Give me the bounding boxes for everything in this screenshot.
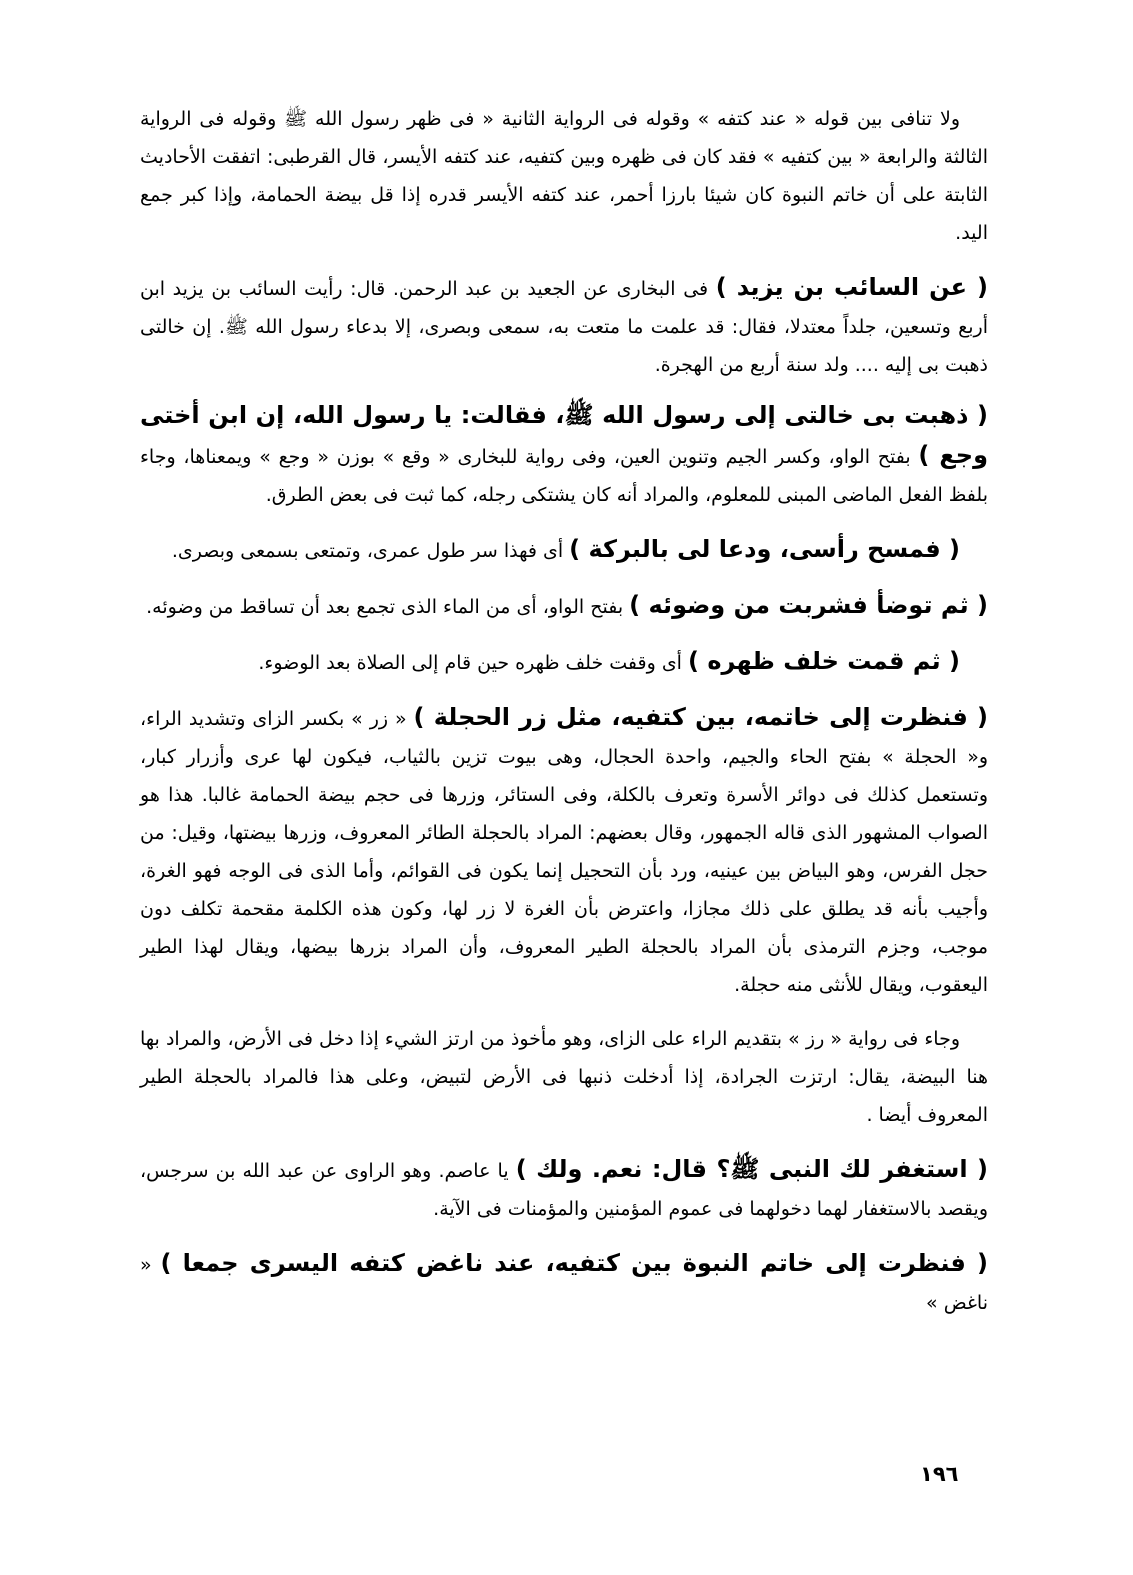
paragraph-6-heading: ( ثم قمت خلف ظهره ) xyxy=(688,647,960,675)
paragraph-7 xyxy=(140,698,988,1004)
paragraph-8-text: وجاء فى رواية « رز » بتقديم الراء على الزاى، وهو مأخوذ من ارتز الشيء إذا دخل فى الأرض، والمراد بها هنا البيضة، يقال: ارتزت الجرادة، إذا أدخلت ذنبها فى الأرض لتبيض، وعلى هذا فالمراد بالحجلة الطير المعروف أيضا . xyxy=(140,1028,988,1126)
paragraph-2 xyxy=(140,268,988,384)
paragraph-10-heading: ( فنظرت إلى خاتم النبوة بين كتفيه، عند ناغض كتفه اليسرى جمعا ) xyxy=(160,1249,988,1277)
paragraph-2-heading: ( عن السائب بن يزيد ) xyxy=(715,273,988,301)
paragraph-2-text: فى البخارى عن الجعيد بن عبد الرحمن. قال: رأيت السائب بن يزيد ابن أربع وتسعين، جلداً معتدلا، فقال: قد علمت ما متعت به، سمعى وبصرى، إلا بدعاء رسول الله ﷺ. إن خالتى ذهبت بى إليه .... ولد سنة أربع من الهجرة. xyxy=(140,278,988,376)
paragraph-10 xyxy=(140,1244,988,1322)
paragraph-5-heading: ( ثم توضأ فشربت من وضوئه ) xyxy=(629,591,988,619)
paragraph-4 xyxy=(140,530,988,570)
paragraph-8 xyxy=(140,1020,988,1134)
paragraph-7-text: « زر » بكسر الزاى وتشديد الراء، و« الحجلة » بفتح الحاء والجيم، واحدة الحجال، وهى بيوت تزين بالثياب، فيكون لها عرى وأزرار كبار، وتستعمل كذلك فى دوائر الأسرة وتعرف بالكلة، وفى الستائر، وزرها فى حجم بيضة الحمامة غالبا. هذا هو الصواب المشهور الذى قاله الجمهور، وقال بعضهم: المراد بالحجلة الطائر المعروف، وزرها بيضتها، وقيل: من حجل الفرس، وهو البياض بين عينيه، ورد بأن التحجيل إنما يكون فى القوائم، وأما الذى فى الوجه فهو الغرة، وأجيب بأنه قد يطلق على ذلك مجازا، واعترض بأن الغرة لا زر لها، وكون هذه الكلمة مقحمة تكلف دون موجب، وجزم الترمذى بأن المراد بالحجلة الطير المعروف، وأن المراد بزرها بيضها، ويقال لهذا الطير اليعقوب، ويقال للأنثى منه حجلة. xyxy=(140,708,988,996)
paragraph-1 xyxy=(140,100,988,252)
paragraph-9-heading: ( استغفر لك النبى ﷺ؟ قال: نعم. ولك ) xyxy=(515,1155,988,1183)
paragraph-6 xyxy=(140,642,988,682)
paragraph-3 xyxy=(140,396,988,514)
paragraph-4-text: أى فهذا سر طول عمرى، وتمتعى بسمعى وبصرى. xyxy=(171,540,570,562)
paragraph-10-text: « ناغض » xyxy=(140,1254,988,1314)
paragraph-9 xyxy=(140,1150,988,1228)
paragraph-4-heading: ( فمسح رأسى، ودعا لى بالبركة ) xyxy=(569,535,960,563)
paragraph-9-text: يا عاصم. وهو الراوى عن عبد الله بن سرجس، ويقصد بالاستغفار لهما دخولهما فى عموم المؤمنين والمؤمنات فى الآية. xyxy=(140,1160,988,1220)
paragraph-1-text: ولا تنافى بين قوله « عند كتفه » وقوله فى الرواية الثانية « فى ظهر رسول الله ﷺ وقوله فى الرواية الثالثة والرابعة « بين كتفيه » فقد كان فى ظهره وبين كتفيه، عند كتفه الأيسر، قال القرطبى: اتفقت الأحاديث الثابتة على أن خاتم النبوة كان شيئا بارزا أحمر، عند كتفه الأيسر قدره إذا قل بيضة الحمامة، وإذا كبر جمع اليد. xyxy=(140,108,988,244)
paragraph-3-text: بفتح الواو، وكسر الجيم وتنوين العين، وفى رواية للبخارى « وقع » بوزن « وجع » ويمعناها، وجاء بلفظ الفعل الماضى المبنى للمعلوم، والمراد أنه كان يشتكى رجله، كما ثبت فى بعض الطرق. xyxy=(140,446,988,506)
page-number: ١٩٦ xyxy=(920,1462,959,1486)
paragraph-6-text: أى وقفت خلف ظهره حين قام إلى الصلاة بعد الوضوء. xyxy=(258,652,689,674)
paragraph-5-text: بفتح الواو، أى من الماء الذى تجمع بعد أن تساقط من وضوئه. xyxy=(146,596,630,618)
page-body xyxy=(140,100,988,1322)
paragraph-5 xyxy=(140,586,988,626)
paragraph-3-heading: ( ذهبت بى خالتى إلى رسول الله ﷺ، فقالت: يا رسول الله، إن ابن أختى وجع ) xyxy=(140,401,988,469)
paragraph-7-heading: ( فنظرت إلى خاتمه، بين كتفيه، مثل زر الحجلة ) xyxy=(413,703,988,731)
